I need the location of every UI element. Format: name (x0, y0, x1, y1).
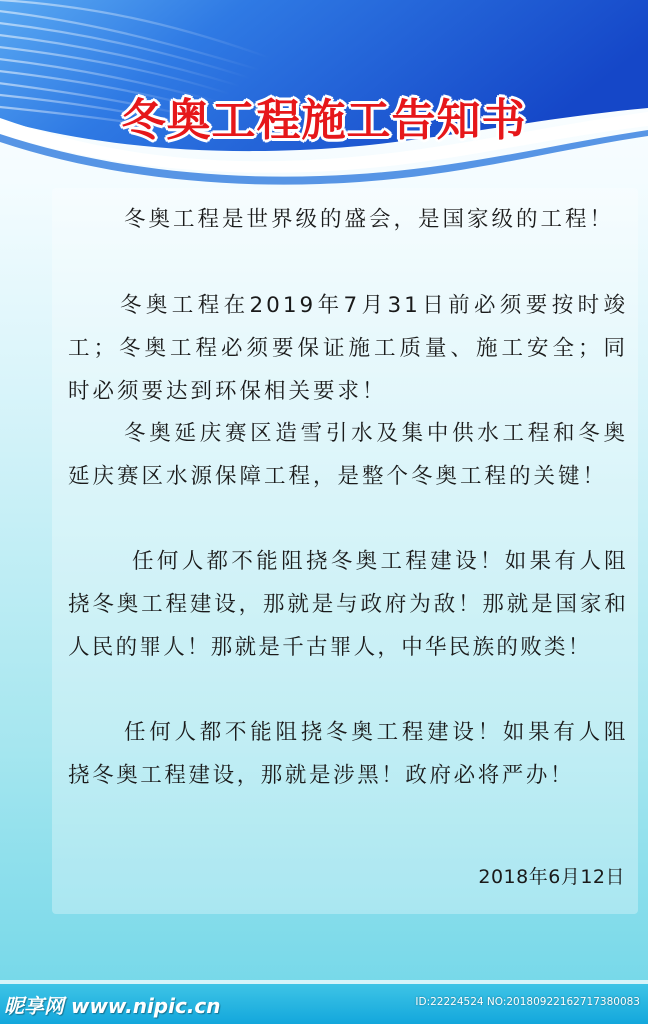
notice-paragraph: 冬奥工程是世界级的盛会，是国家级的工程！ (124, 207, 615, 232)
watermark-id: ID:22224524 NO:20180922162717380083 (415, 996, 640, 1008)
notice-paragraph: 冬奥工程在2019年7月31日前必须要按时竣工；冬奥工程必须要保证施工质量、施工安全；同时必须要达到环保相关要求！ (68, 293, 628, 404)
notice-date: 2018年6月12日 (478, 866, 625, 888)
notice-paragraph: 任何人都不能阻挠冬奥工程建设！如果有人阻挠冬奥工程建设，那就是涉黑！政府必将严办！ (68, 720, 628, 788)
page-title: 冬奥工程施工告知书 (121, 95, 527, 146)
notice-paragraph: 任何人都不能阻挠冬奥工程建设！如果有人阻挠冬奥工程建设，那就是与政府为敌！那就是国家和人民的罪人！那就是千古罪人，中华民族的败类！ (68, 549, 628, 660)
watermark-logo: 昵享网 www.nipic.cn (4, 994, 221, 1018)
notice-paragraph: 冬奥延庆赛区造雪引水及集中供水工程和冬奥延庆赛区水源保障工程，是整个冬奥工程的关键！ (68, 421, 628, 489)
